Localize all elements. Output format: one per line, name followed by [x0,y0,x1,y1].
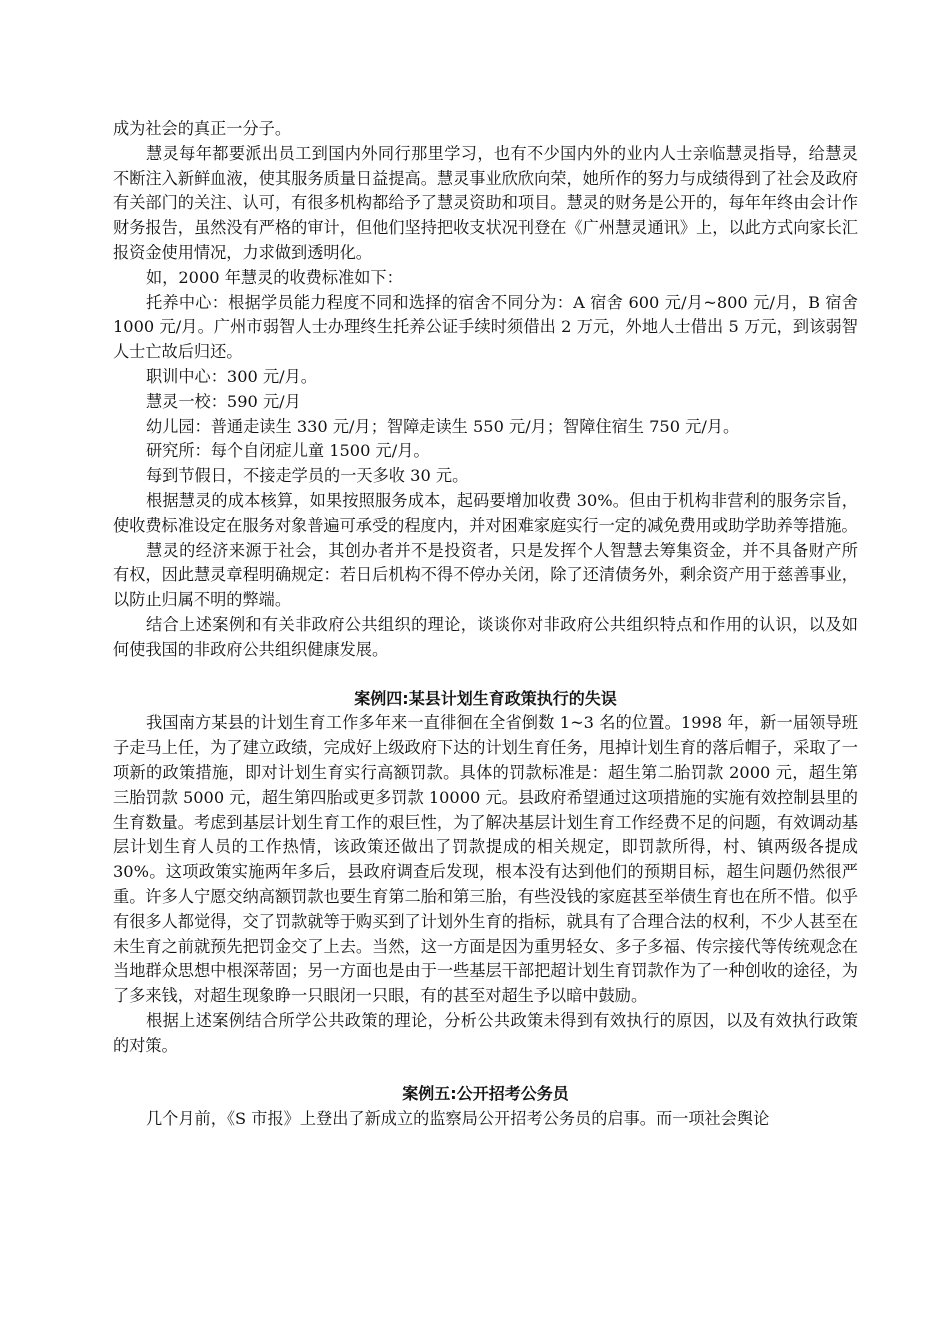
section-case-5 [113,1082,858,1132]
paragraph-fee-kindergarten: 幼儿园：普通走读生 330 元/月；智障走读生 550 元/月；智障住宿生 750 元/月。 [146,416,740,436]
paragraph-huiling-learning: 慧灵每年都要派出员工到国内外同行那里学习，也有不少国内外的业内人士亲临慧灵指导，给慧灵不断注入新鲜血液，使其服务质量日益提高。慧灵事业欣欣向荣，她所作的努力与成绩得到了社会及政府有关部门的关注、认可，有很多机构都给予了慧灵资助和项目。慧灵的财务是公开的，每年年终由会计作财务报告，虽然没有严格的审计，但他们坚持把收支状况刊登在《广州慧灵通讯》上，以此方式向家长汇报资金使用情况，力求做到透明化。 [113,143,858,262]
paragraph-cost-accounting: 根据慧灵的成本核算，如果按照服务成本，起码要增加收费 30%。但由于机构非营利的服务宗旨，使收费标准设定在服务对象普遍可承受的程度内，并对困难家庭实行一定的减免费用或助学助养等措施。 [113,490,858,535]
paragraph-fee-intro: 如，2000 年慧灵的收费标准如下： [146,267,403,287]
section-case-4 [113,687,858,1059]
case-4-body: 我国南方某县的计划生育工作多年来一直徘徊在全省倒数 1~3 名的位置。1998 年，新一届领导班子走马上任，为了建立政绩，完成好上级政府下达的计划生育任务，甩掉计划生育的落后帽子，采取了一项新的政策措施，即对计划生育实行高额罚款。具体的罚款标准是：超生第二胎罚款 2000 元，超生第三胎罚款 5000 元，超生第四胎或更多罚款 10000 元。县政府希望通过这项措施的实施有效控制县里的生育数量。考虑到基层计划生育工作的艰巨性，为了解决基层计划生育工作经费不足的问题，有效调动基层计划生育人员的工作热情，该政策还做出了罚款提成的相关规定，即罚款所得，村、镇两级各提成 30%。这项政策实施两年多后，县政府调查后发现，根本没有达到他们的预期目标，超生问题仍然很严重。许多人宁愿交纳高额罚款也要生育第二胎和第三胎，有些没钱的家庭甚至举债生育也在所不惜。似乎有很多人都觉得，交了罚款就等于购买到了计划外生育的指标，就具有了合理合法的权利，不少人甚至在未生育之前就预先把罚金交了上去。当然，这一方面是因为重男轻女、多子多福、传宗接代等传统观念在当地群众思想中根深蒂固；另一方面也是由于一些基层干部把超计划生育罚款作为了一种创收的途径，为了多来钱，对超生现象睁一只眼闭一只眼，有的甚至对超生予以暗中鼓励。 [113,713,858,1006]
case-4-question: 根据上述案例结合所学公共政策的理论，分析公共政策未得到有效执行的原因，以及有效执行政策的对策。 [113,1010,858,1055]
paragraph-question-1: 结合上述案例和有关非政府公共组织的理论，谈谈你对非政府公共组织特点和作用的认识，以及如何使我国的非政府公共组织健康发展。 [113,614,858,659]
paragraph-fee-holiday: 每到节假日，不接走学员的一天多收 30 元。 [146,466,469,486]
section-huiling-fees [113,117,858,663]
case-5-heading: 案例五:公开招考公务员 [402,1084,569,1104]
paragraph-continuation: 成为社会的真正一分子。 [113,119,292,138]
paragraph-fee-training: 职训中心：300 元/月。 [146,366,317,386]
paragraph-funding-source: 慧灵的经济来源于社会，其创办者并不是投资者，只是发挥个人智慧去筹集资金，并不具备财产所有权，因此慧灵章程明确规定：若日后机构不得不停办关闭，除了还清债务外，剩余资产用于慈善事业，以防止归属不明的弊端。 [113,540,858,610]
paragraph-fee-care-center: 托养中心：根据学员能力程度不同和选择的宿舍不同分为：A 宿舍 600 元/月~800 元/月，B 宿舍 1000 元/月。广州市弱智人士办理终生托养公证手续时须借出 2 万元，外地人士借出 5 万元，到该弱智人士亡故后归还。 [113,292,858,362]
case-4-heading: 案例四:某县计划生育政策执行的失误 [354,688,617,708]
paragraph-fee-institute: 研究所：每个自闭症儿童 1500 元/月。 [146,441,430,461]
case-5-body: 几个月前，《S 市报》上登出了新成立的监察局公开招考公务员的启事。而一项社会舆论 [146,1109,770,1129]
paragraph-fee-school: 慧灵一校：590 元/月 [146,391,301,411]
